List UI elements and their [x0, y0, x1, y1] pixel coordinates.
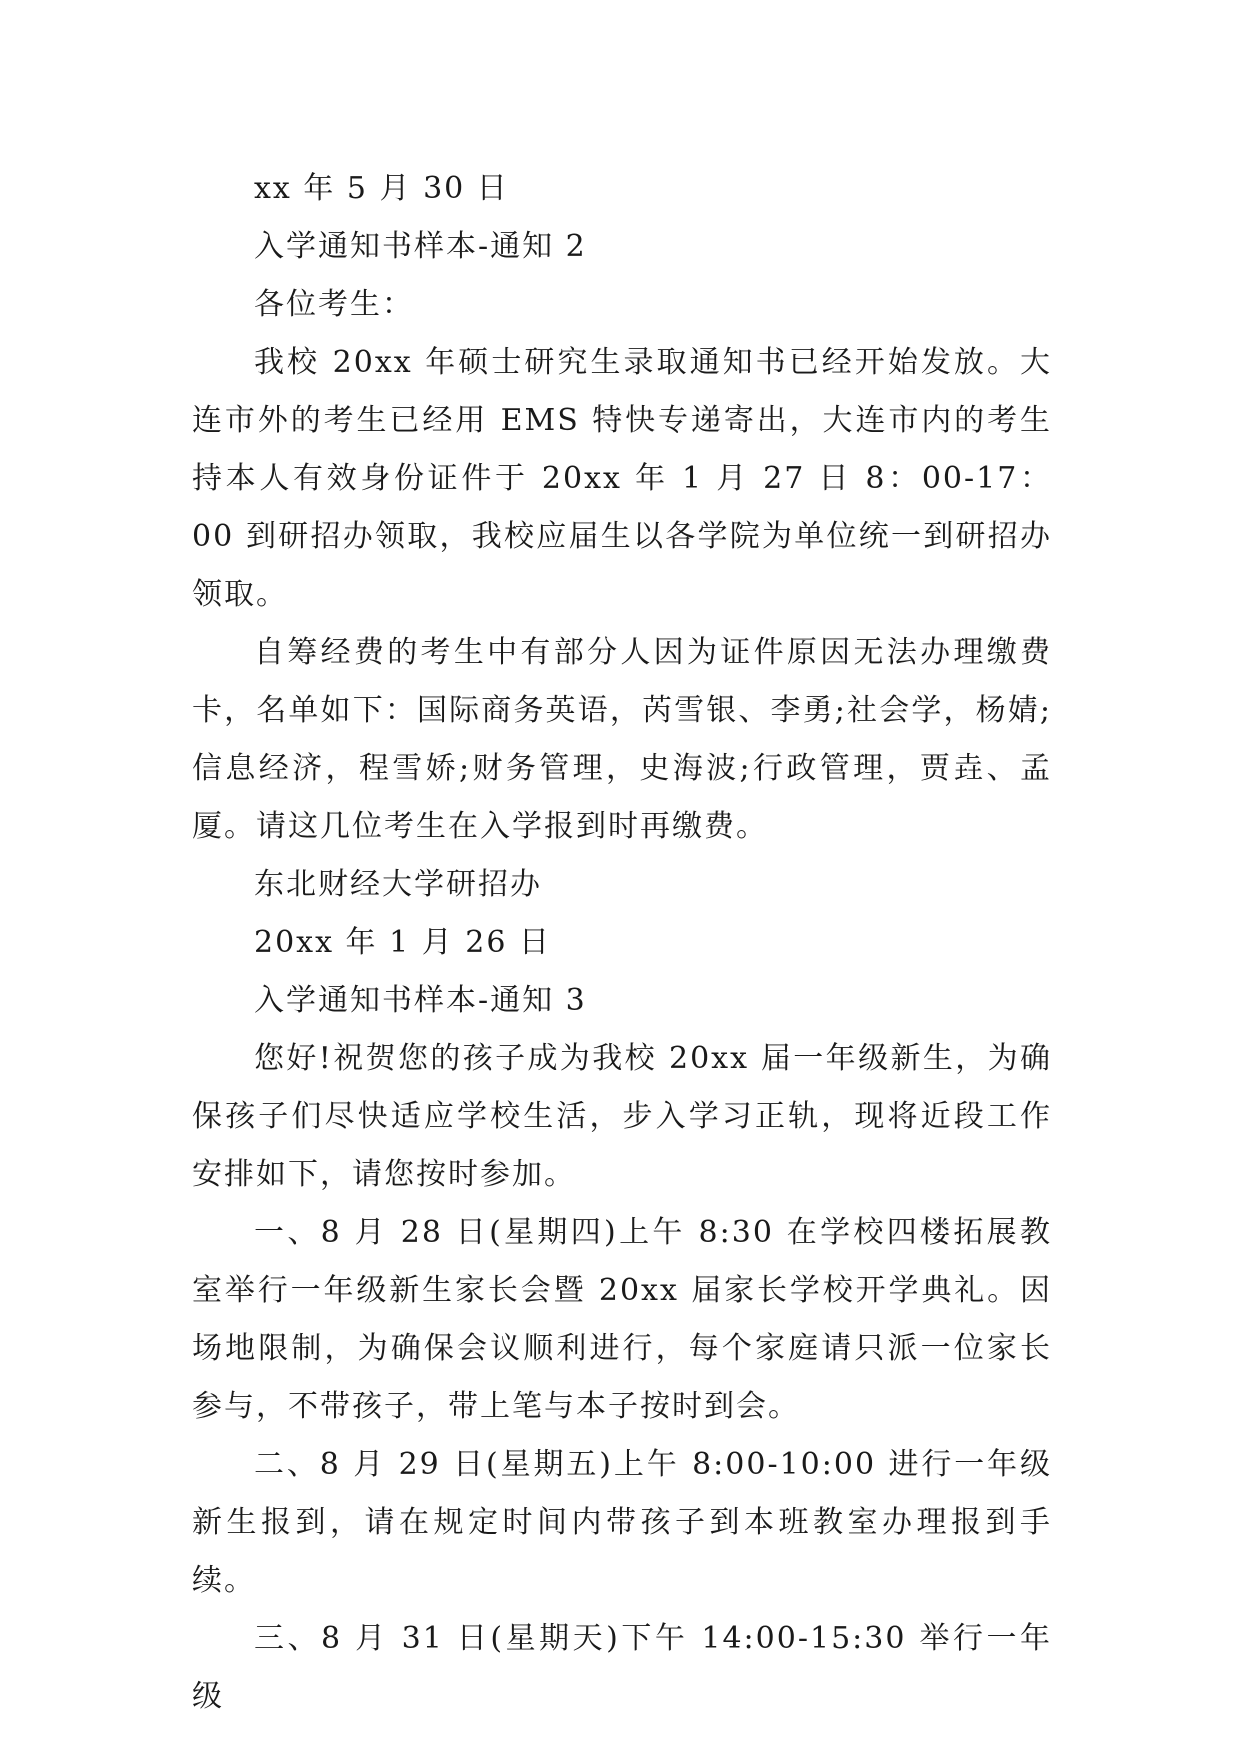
paragraph-item-2: 二、8 月 29 日(星期五)上午 8:00-10:00 进行一年级新生报到，请在规定时间内带孩子到本班教室办理报到手续。: [192, 1447, 1052, 1598]
signature-date: 20xx 年 1 月 26 日: [254, 925, 551, 960]
notice-2-title: 入学通知书样本-通知 2: [254, 229, 587, 264]
paragraph-fee-card-list: 自筹经费的考生中有部分人因为证件原因无法办理缴费卡，名单如下：国际商务英语，芮雪银、李勇;社会学，杨婧;信息经济，程雪娇;财务管理，史海波;行政管理，贾垚、孟厦。请这几位考生在入学报到时再缴费。: [192, 635, 1052, 844]
salutation: 各位考生：: [254, 287, 414, 322]
paragraph-admission-letters: 我校 20xx 年硕士研究生录取通知书已经开始发放。大连市外的考生已经用 EMS 特快专递寄出，大连市内的考生持本人有效身份证件于 20xx 年 1 月 27 日 8：00-17：00 到研招办领取，我校应届生以各学院为单位统一到研招办领取。: [192, 345, 1052, 612]
signature-office: 东北财经大学研招办: [254, 867, 542, 902]
date-line: xx 年 5 月 30 日: [254, 171, 509, 206]
paragraph-greeting: 您好!祝贺您的孩子成为我校 20xx 届一年级新生，为确保孩子们尽快适应学校生活，步入学习正轨，现将近段工作安排如下，请您按时参加。: [192, 1041, 1052, 1192]
paragraph-item-3: 三、8 月 31 日(星期天)下午 14:00-15:30 举行一年级: [192, 1621, 1052, 1714]
paragraph-item-1: 一、8 月 28 日(星期四)上午 8:30 在学校四楼拓展教室举行一年级新生家长会暨 20xx 届家长学校开学典礼。因场地限制，为确保会议顺利进行，每个家庭请只派一位家长参与，不带孩子，带上笔与本子按时到会。: [192, 1215, 1052, 1424]
notice-3-title: 入学通知书样本-通知 3: [254, 983, 587, 1018]
document-body: [192, 160, 1052, 1726]
